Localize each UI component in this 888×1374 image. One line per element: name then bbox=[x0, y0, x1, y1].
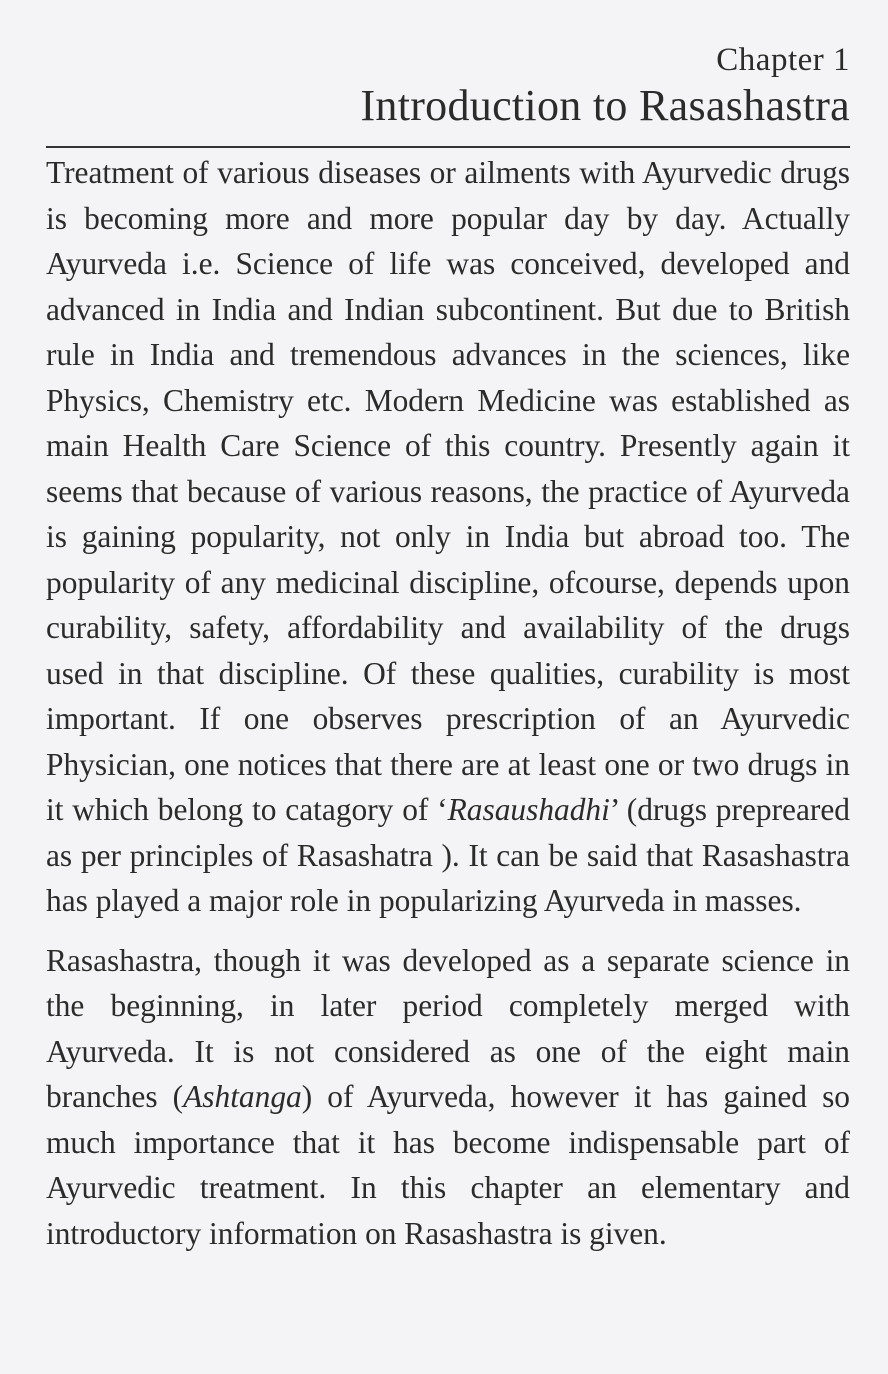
paragraph-text: Rasashastra, though it was developed as a separate science in the beginning, in later period completely merged with Ayurveda. It is not considered as one of the eight main branches ( bbox=[46, 942, 850, 1114]
chapter-title: Introduction to Rasashastra bbox=[360, 81, 850, 130]
paragraph-1 bbox=[46, 150, 850, 924]
title-divider bbox=[46, 146, 850, 148]
italic-term-ashtanga: Ashtanga bbox=[183, 1079, 302, 1114]
paragraph-text: ’ (drugs prepreared as per principles of Rasashatra ). It can be said that Rasashastra has played a major role in popularizing Ayurveda in masses. bbox=[46, 792, 850, 918]
paragraph-text: Treatment of various diseases or ailments with Ayurvedic drugs is becoming more and more popular day by day. Actually Ayurveda i.e. Science of life was conceived, developed and advanced in India and Indian subcontinent. But due to British rule in India and tremendous advances in the sciences, like Physics, Chemistry etc. Modern Medicine was established as main Health Care Science of this country. Presently again it seems that because of various reasons, the practice of Ayurveda is gaining popularity, not only in India but abroad too. The popularity of any medicinal discipline, ofcourse, depends upon curability, safety, affordability and availability of the drugs used in that discipline. Of these qualities, curability is most important. If one observes prescription of an Ayurvedic Physician, one notices that there are at least one or two drugs in it which belong to catagory of ‘ bbox=[46, 155, 850, 827]
italic-term-rasaushadhi: Rasaushadhi bbox=[447, 792, 610, 827]
paragraph-2 bbox=[46, 938, 850, 1257]
chapter-header bbox=[46, 0, 850, 132]
chapter-label: Chapter 1 bbox=[716, 42, 850, 78]
paragraph-text: ) of Ayurveda, however it has gained so much importance that it has become indispensable part of Ayurvedic treatment. In this chapter an elementary and introductory information on Rasashastra is given. bbox=[46, 1079, 851, 1251]
